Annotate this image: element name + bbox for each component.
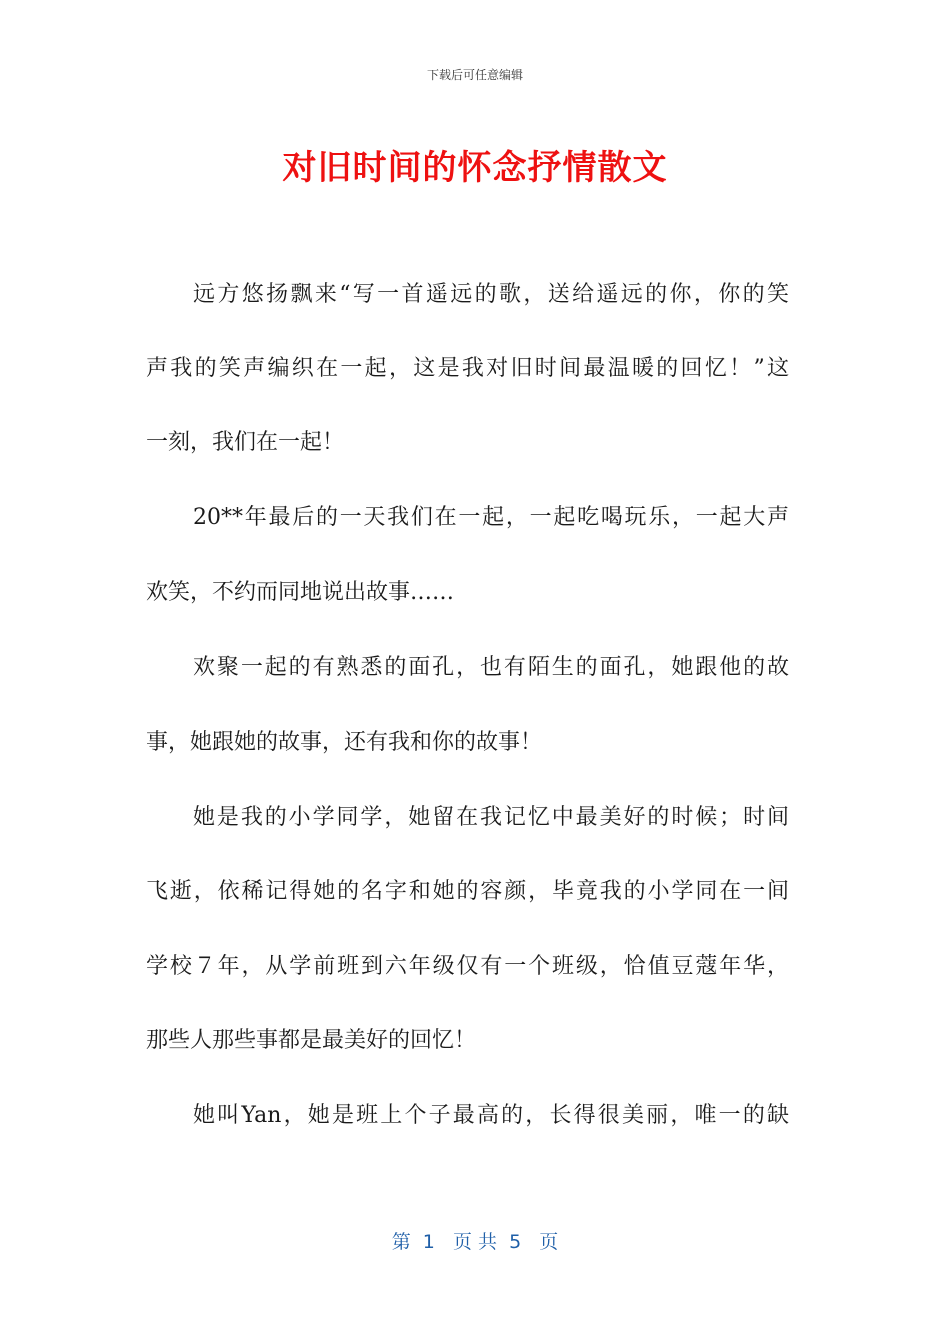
text-line: 她是我的小学同学，她留在我记忆中最美好的时候；时间 [193,805,789,830]
document-title: 对旧时间的怀念抒情散文 [282,148,668,188]
text-line: 声我的笑声编织在一起，这是我对旧时间最温暖的回忆！”这 [146,356,789,381]
text-line: 远方悠扬飘来“写一首遥远的歌，送给遥远的你，你的笑 [193,282,789,307]
text-line: 欢笑，不约而同地说出故事…… [146,580,455,605]
text-line: 学校７年，从学前班到六年级仅有一个班级，恰值豆蔻年华， [146,954,789,979]
header-note: 下载后可任意编辑 [426,68,523,82]
text-line: 一刻，我们在一起！ [146,430,345,455]
text-line: 她叫Yan，她是班上个子最高的，长得很美丽，唯一的缺 [193,1103,789,1128]
text-line: 欢聚一起的有熟悉的面孔，也有陌生的面孔，她跟他的故 [193,655,789,680]
text-line: 飞逝，依稀记得她的名字和她的容颜，毕竟我的小学同在一间 [146,879,789,904]
text-line: 那些人那些事都是最美好的回忆！ [146,1028,477,1053]
page-number-footer: 第 1 页 共 5 页 [391,1231,559,1253]
text-line: 20**年最后的一天我们在一起，一起吃喝玩乐，一起大声 [193,505,789,530]
text-line: 事，她跟她的故事，还有我和你的故事！ [146,730,543,755]
